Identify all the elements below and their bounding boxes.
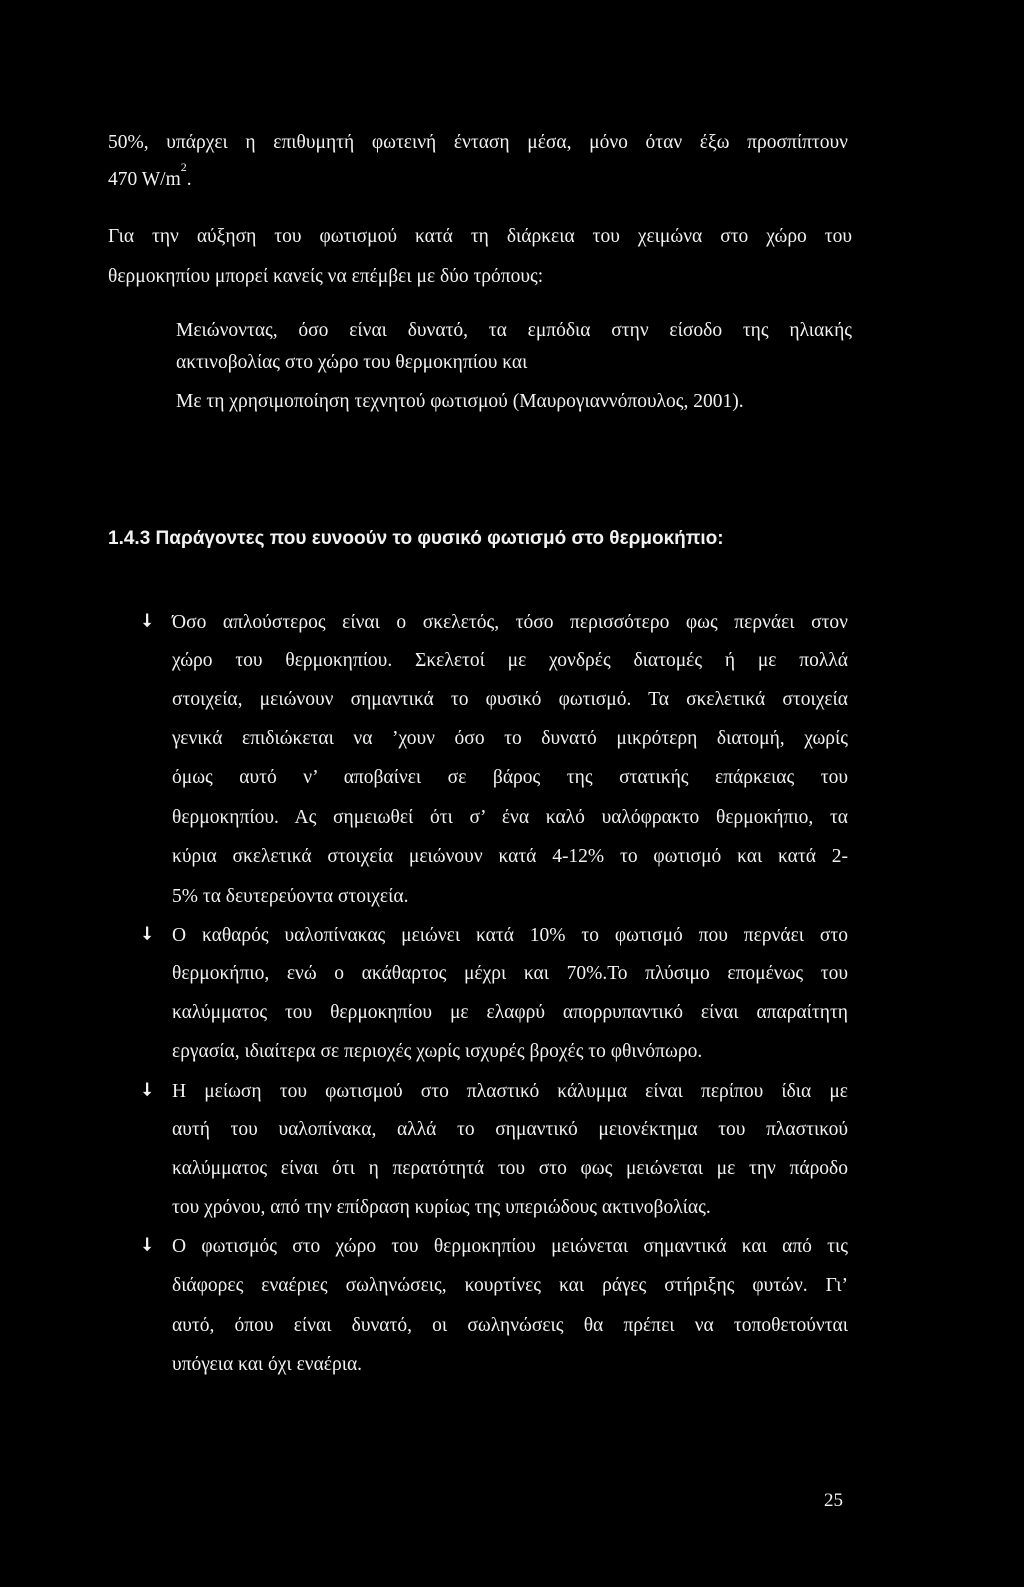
intro-unit-exponent: 2 [180, 160, 187, 174]
arrow-down-bullet-icon: ⭣ [143, 923, 152, 944]
method-2-line-1: Με τη χρησιμοποίηση τεχνητού φωτισμού (Μαυρογιαννόπουλος, 2001). [176, 391, 744, 412]
intro-line-2 [108, 160, 192, 191]
bullet-2-line: θερμοκήπιο, ενώ ο ακάθαρτος μέχρι και 70%.Το πλύσιμο επομένως του [172, 963, 848, 984]
intro-line-1: 50%, υπάρχει η επιθυμητή φωτεινή ένταση μέσα, μόνο όταν έξω προσπίπτουν [108, 132, 848, 153]
bullet-2-line: εργασία, ιδιαίτερα σε περιοχές χωρίς ισχυρές βροχές το φθινόπωρο. [172, 1041, 703, 1062]
bullet-1-line: χώρο του θερμοκηπίου. Σκελετοί με χονδρές διατομές ή με πολλά [172, 650, 848, 671]
bullet-3-line: αυτή του υαλοπίνακα, αλλά το σημαντικό μειονέκτημα του πλαστικού [172, 1119, 848, 1140]
bullet-3-line: καλύμματος είναι ότι η περατότητά του στο φως μειώνεται με την πάροδο [172, 1158, 848, 1179]
bullet-1-line: κύρια σκελετικά στοιχεία μειώνουν κατά 4-12% το φωτισμό και κατά 2- [172, 846, 848, 867]
bullet-3-line: του χρόνου, από την επίδραση κυρίως της υπεριώδους ακτινοβολίας. [172, 1197, 711, 1218]
bullet-4-line: υπόγεια και όχι εναέρια. [172, 1354, 363, 1375]
intro-unit: 470 W/m [108, 169, 181, 190]
page-number: 25 [824, 1490, 843, 1511]
arrow-down-bullet-icon: ⭣ [143, 610, 152, 631]
bullet-2-line: Ο καθαρός υαλοπίνακας μειώνει κατά 10% το φωτισμό που περνάει στο [172, 925, 848, 946]
para2-line-2: θερμοκηπίου μπορεί κανείς να επέμβει με δύο τρόπους: [108, 266, 544, 287]
bullet-1-line: στοιχεία, μειώνουν σημαντικά το φυσικό φωτισμό. Τα σκελετικά στοιχεία [172, 689, 848, 710]
arrow-down-bullet-icon: ⭣ [143, 1234, 152, 1255]
method-1-line-2: ακτινοβολίας στο χώρο του θερμοκηπίου και [176, 352, 528, 373]
bullet-4-line: διάφορες εναέριες σωληνώσεις, κουρτίνες και ράγες στήριξης φυτών. Γι’ [172, 1275, 848, 1296]
para2-line-1: Για την αύξηση του φωτισμού κατά τη διάρκεια του χειμώνα στο χώρο του [108, 226, 852, 247]
section-heading: 1.4.3 Παράγοντες που ευνοούν το φυσικό φωτισμό στο θερμοκήπιο: [108, 528, 724, 549]
intro-period: . [186, 169, 192, 190]
bullet-2-line: καλύμματος του θερμοκηπίου με ελαφρύ απορρυπαντικό είναι απαραίτητη [172, 1002, 848, 1023]
bullet-4-line: Ο φωτισμός στο χώρο του θερμοκηπίου μειώνεται σημαντικά και από τις [172, 1236, 848, 1257]
bullet-1-line: Όσο απλούστερος είναι ο σκελετός, τόσο περισσότερο φως περνάει στον [172, 612, 848, 633]
bullet-1-line: γενικά επιδιώκεται να ’χουν όσο το δυνατό μικρότερη διατομή, χωρίς [172, 728, 848, 749]
method-1-line-1: Μειώνοντας, όσο είναι δυνατό, τα εμπόδια στην είσοδο της ηλιακής [176, 320, 852, 341]
bullet-1-line: 5% τα δευτερεύοντα στοιχεία. [172, 886, 409, 907]
bullet-1-line: όμως αυτό ν’ αποβαίνει σε βάρος της στατικής επάρκειας του [172, 767, 848, 788]
arrow-down-bullet-icon: ⭣ [143, 1079, 152, 1100]
bullet-3-line: Η μείωση του φωτισμού στο πλαστικό κάλυμμα είναι περίπου ίδια με [172, 1081, 848, 1102]
bullet-1-line: θερμοκηπίου. Ας σημειωθεί ότι σ’ ένα καλό υαλόφρακτο θερμοκήπιο, τα [172, 807, 848, 828]
bullet-4-line: αυτό, όπου είναι δυνατό, οι σωληνώσεις θα πρέπει να τοποθετούνται [172, 1315, 848, 1336]
